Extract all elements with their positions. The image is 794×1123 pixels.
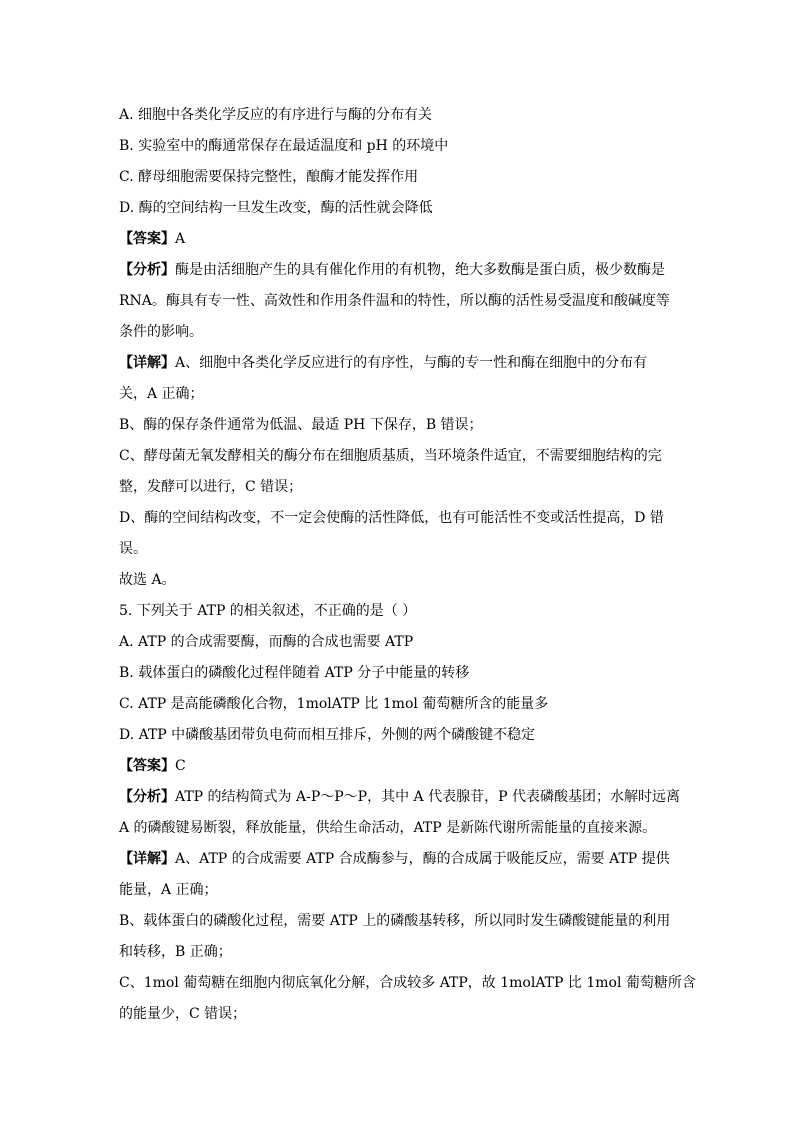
- q5-detail-line-3: B、载体蛋白的磷酸化过程，需要 ATP 上的磷酸基转移，所以同时发生磷酸键能量的利用: [119, 913, 671, 929]
- q4-detail-line-1: [119, 348, 679, 379]
- q4-option-c: C. 酵母细胞需要保持完整性，酿酶才能发挥作用: [119, 169, 419, 185]
- answer-value: A: [175, 231, 186, 247]
- q5-option-d: D. ATP 中磷酸基团带负电荷而相互排斥，外侧的两个磷酸键不稳定: [119, 727, 536, 743]
- q4-detail-line-5: 整，发酵可以进行，C 错误；: [119, 479, 303, 495]
- detail-tag: 【详解】: [119, 851, 175, 867]
- q5-detail-line-4: 和转移，B 正确；: [119, 944, 232, 960]
- q5-answer: [119, 751, 679, 782]
- analysis-text: ATP 的结构简式为 A-P～P～P，其中 A 代表腺苷，P 代表磷酸基团；水解时远离: [175, 789, 680, 805]
- q5-stem: 5. 下列关于 ATP 的相关叙述，不正确的是（ ）: [119, 603, 417, 619]
- q5-option-c: C. ATP 是高能磷酸化合物，1molATP 比 1mol 葡萄糖所含的能量多: [119, 696, 549, 712]
- q5-detail-line-5: C、1mol 葡萄糖在细胞内彻底氧化分解，合成较多 ATP，故 1molATP 比 1mol 葡萄糖所含: [119, 975, 696, 991]
- q5-analysis-line-1: [119, 782, 679, 813]
- q4-detail-line-8: 故选 A。: [119, 572, 176, 588]
- q4-detail-line-6: D、酶的空间结构改变，不一定会使酶的活性降低，也有可能活性不变或活性提高，D 错: [119, 510, 664, 526]
- q4-analysis-line-2: RNA。酶具有专一性、高效性和作用条件温和的特性，所以酶的活性易受温度和酸碱度等: [119, 293, 670, 309]
- q4-option-b: B. 实验室中的酶通常保存在最适温度和 pH 的环境中: [119, 138, 449, 154]
- detail-text: A、细胞中各类化学反应进行的有序性，与酶的专一性和酶在细胞中的分布有: [175, 355, 648, 371]
- analysis-tag: 【分析】: [119, 789, 175, 805]
- q4-detail-line-3: B、酶的保存条件通常为低温、最适 PH 下保存，B 错误；: [119, 417, 483, 433]
- q5-analysis-line-2: A 的磷酸键易断裂，释放能量，供给生命活动，ATP 是新陈代谢所需能量的直接来源。: [119, 820, 657, 836]
- analysis-text: 酶是由活细胞产生的具有催化作用的有机物，绝大多数酶是蛋白质，极少数酶是: [175, 262, 665, 278]
- q4-analysis-line-3: 条件的影响。: [119, 324, 203, 340]
- q5-detail-line-2: 能量，A 正确；: [119, 882, 218, 898]
- q4-analysis-line-1: [119, 255, 679, 286]
- answer-value: C: [175, 758, 186, 774]
- q5-option-a: A. ATP 的合成需要酶，而酶的合成也需要 ATP: [119, 634, 414, 650]
- answer-tag: 【答案】: [119, 758, 175, 774]
- q5-detail-line-1: [119, 844, 679, 875]
- detail-tag: 【详解】: [119, 355, 175, 371]
- document-content: [119, 100, 696, 1030]
- q4-option-d: D. 酶的空间结构一旦发生改变，酶的活性就会降低: [119, 200, 433, 216]
- detail-text: A、ATP 的合成需要 ATP 合成酶参与，酶的合成属于吸能反应，需要 ATP 提供: [175, 851, 670, 867]
- q4-detail-line-7: 误。: [119, 541, 147, 557]
- q4-answer: [119, 224, 679, 255]
- q5-detail-line-6: 的能量少，C 错误；: [119, 1006, 247, 1022]
- q4-detail-line-4: C、酵母菌无氧发酵相关的酶分布在细胞质基质，当环境条件适宜，不需要细胞结构的完: [119, 448, 662, 464]
- answer-tag: 【答案】: [119, 231, 175, 247]
- q4-option-a: A. 细胞中各类化学反应的有序进行与酶的分布有关: [119, 107, 433, 123]
- q5-option-b: B. 载体蛋白的磷酸化过程伴随着 ATP 分子中能量的转移: [119, 665, 470, 681]
- analysis-tag: 【分析】: [119, 262, 175, 278]
- q4-detail-line-2: 关，A 正确；: [119, 386, 204, 402]
